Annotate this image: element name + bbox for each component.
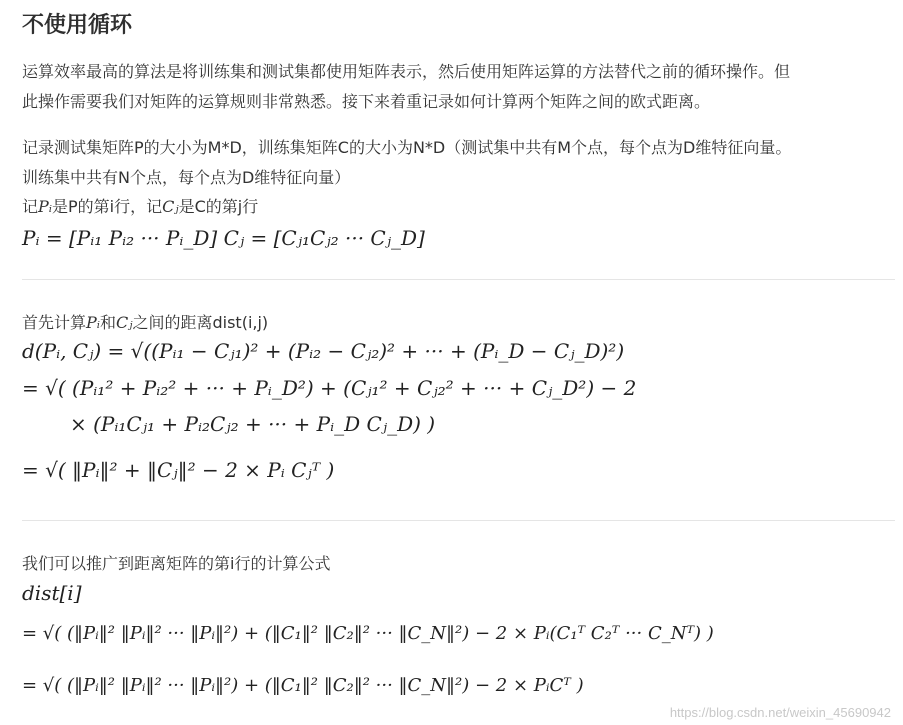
notation-text-b: 是P的第i行，记 bbox=[52, 197, 163, 216]
notation-symbol-p: Pᵢ bbox=[38, 197, 52, 216]
notation-line bbox=[22, 195, 258, 219]
divider bbox=[22, 520, 895, 521]
matrix-formula-1: = √( (‖Pᵢ‖² ‖Pᵢ‖² ··· ‖Pᵢ‖²) + (‖C₁‖² ‖C₂‖² ··· ‖C_N‖²) − 2 × Pᵢ(C₁ᵀ C₂ᵀ ··· C_Nᵀ) ) bbox=[22, 623, 714, 644]
distance-formula-1: d(Pᵢ, Cⱼ) = √((Pᵢ₁ − Cⱼ₁)² + (Pᵢ₂ − Cⱼ₂)² + ··· + (Pᵢ_D − Cⱼ_D)²) bbox=[22, 339, 625, 363]
distance-formula-3: = √( ‖Pᵢ‖² + ‖Cⱼ‖² − 2 × Pᵢ Cⱼᵀ ) bbox=[22, 458, 335, 482]
intro-paragraph-line2: 此操作需要我们对矩阵的运算规则非常熟悉。接下来着重记录如何计算两个矩阵之间的欧式距离。 bbox=[22, 92, 711, 111]
distance-intro-text-a: 首先计算 bbox=[22, 313, 87, 332]
distance-intro-symbol-p: Pᵢ bbox=[86, 313, 100, 332]
distance-formula-2a: = √( (Pᵢ₁² + Pᵢ₂² + ··· + Pᵢ_D²) + (Cⱼ₁² + Cⱼ₂² + ··· + Cⱼ_D²) − 2 bbox=[22, 376, 637, 400]
matrix-intro-line: 我们可以推广到距离矩阵的第i行的计算公式 bbox=[22, 554, 331, 573]
shape-paragraph-line1: 记录测试集矩阵P的大小为M*D，训练集矩阵C的大小为N*D（测试集中共有M个点，每个点为D维特征向量。 bbox=[22, 138, 792, 157]
notation-text-a: 记 bbox=[22, 197, 39, 216]
distance-intro-text-b: 和 bbox=[100, 313, 117, 332]
notation-text-c: 是C的第j行 bbox=[178, 197, 259, 216]
intro-paragraph-line1: 运算效率最高的算法是将训练集和测试集都使用矩阵表示，然后使用矩阵运算的方法替代之前的循环操作。但 bbox=[22, 62, 791, 81]
distance-intro-symbol-c: Cⱼ bbox=[116, 313, 133, 332]
distance-intro-line bbox=[22, 311, 268, 335]
matrix-formula-2: = √( (‖Pᵢ‖² ‖Pᵢ‖² ··· ‖Pᵢ‖²) + (‖C₁‖² ‖C₂‖² ··· ‖C_N‖²) − 2 × PᵢCᵀ ) bbox=[22, 675, 584, 696]
watermark: https://blog.csdn.net/weixin_45690942 bbox=[669, 705, 891, 720]
row-definition-formula: Pᵢ = [Pᵢ₁ Pᵢ₂ ··· Pᵢ_D] Cⱼ = [Cⱼ₁Cⱼ₂ ··· Cⱼ_D] bbox=[22, 226, 425, 250]
shape-paragraph-line2: 训练集中共有N个点，每个点为D维特征向量） bbox=[22, 168, 351, 187]
divider bbox=[22, 279, 895, 280]
distance-intro-text-c: 之间的距离dist(i,j) bbox=[132, 313, 269, 332]
matrix-formula-label: dist[i] bbox=[22, 581, 82, 605]
article bbox=[22, 0, 895, 725]
distance-formula-2b: × (Pᵢ₁Cⱼ₁ + Pᵢ₂Cⱼ₂ + ··· + Pᵢ_D Cⱼ_D) ) bbox=[70, 412, 436, 436]
notation-symbol-c: Cⱼ bbox=[162, 197, 179, 216]
page-title: 不使用循环 bbox=[22, 13, 133, 38]
